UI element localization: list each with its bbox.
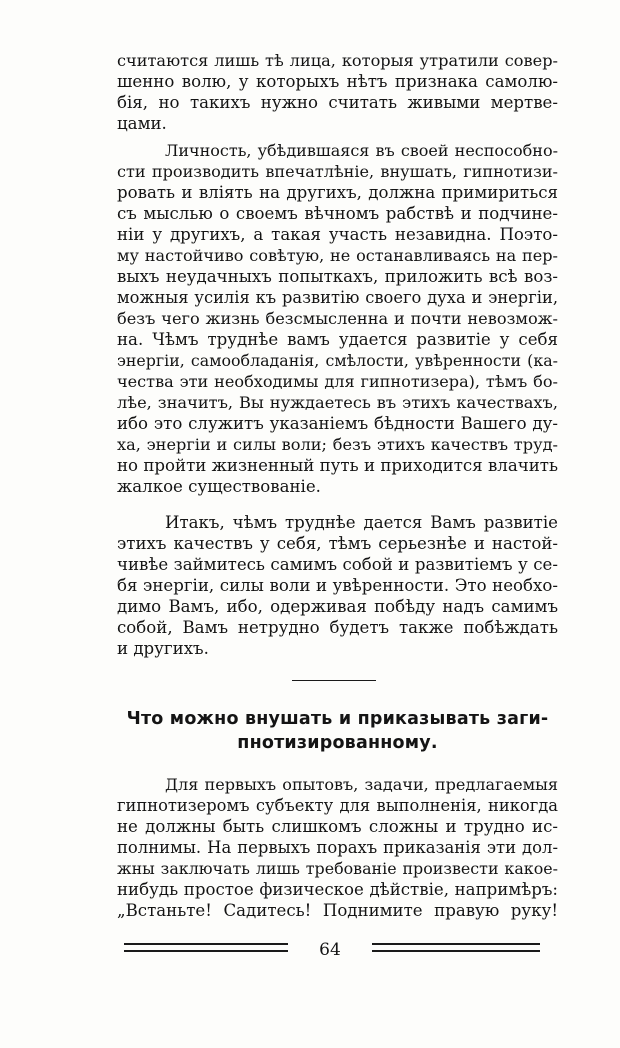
text-line: ха, энергіи и силы воли; безъ этихъ качествъ труд- [117,435,558,454]
text-line: сти производить впечатлѣніе, внушать, гипнотизи- [117,162,558,181]
text-line: гипнотизеромъ субъекту для выполненія, никогда [117,796,558,815]
text-line: на. Чѣмъ труднѣе вамъ удается развитіе у себя [117,330,558,349]
text-line: энергіи, самообладанія, смѣлости, увѣренности (ка- [117,351,558,370]
text-line: бя энергіи, силы воли и увѣренности. Это необхо- [117,576,558,595]
section-heading [117,707,558,755]
text-line: не должны быть слишкомъ сложны и трудно ис- [117,817,558,836]
text-line: ровать и вліять на другихъ, должна примириться [117,183,558,202]
text-line: чивѣе займитесь самимъ собой и развитіемъ у се- [117,555,558,574]
text-line: лѣе, значитъ, Вы нуждаетесь въ этихъ качествахъ, [117,393,558,412]
text-line: безъ чего жизнь безсмысленна и почти невозмож- [117,309,558,328]
text-line: жалкое существованіе. [117,477,321,496]
text-line: но пройти жизненный путь и приходится влачить [117,456,558,475]
text-line: Личность, убѣдившаяся въ своей неспособно- [165,141,558,160]
page-number: 64 [319,940,341,960]
text-line: Для первыхъ опытовъ, задачи, предлагаемыя [165,775,558,794]
text-line: бія, но такихъ нужно считать живыми мертве- [117,93,558,112]
heading-line: пнотизированному. [237,733,438,753]
text-line: жны заключать лишь требованіе произвести какое- [117,859,558,878]
text-line: считаются лишь тѣ лица, которыя утратили совер- [117,51,558,70]
text-line: цами. [117,114,167,133]
text-line: ніи у другихъ, а такая участь незавидна. Поэто- [117,225,558,244]
text-line: Итакъ, чѣмъ труднѣе дается Вамъ развитіе [165,513,558,532]
section-paragraph [117,774,558,921]
text-line: ибо это служитъ указаніемъ бѣдности Вашего ду- [117,414,558,433]
text-line: съ мыслью о своемъ вѣчномъ рабствѣ и подчине- [117,204,558,223]
text-line: и другихъ. [117,639,209,658]
text-line: этихъ качествъ у себя, тѣмъ серьезнѣе и настой- [117,534,558,553]
text-line: собой, Вамъ нетрудно будетъ также побѣждать [117,618,558,637]
text-line: му настойчиво совѣтую, не останавливаясь на пер- [117,246,558,265]
text-line: шенно волю, у которыхъ нѣтъ признака самолю- [117,72,558,91]
section-divider [292,680,376,681]
heading-line: Что можно внушать и приказывать заги- [126,709,549,729]
footer-rule-left [124,943,288,953]
paragraph-2 [117,140,558,497]
text-line: чества эти необходимы для гипнотизера), тѣмъ бо- [117,372,558,391]
paragraph-3 [117,512,558,659]
text-line: полнимы. На первыхъ порахъ приказанія эти дол- [117,838,558,857]
text-line: выхъ неудачныхъ попыткахъ, приложить всѣ воз- [117,267,558,286]
text-line: можныя усилія къ развитію своего духа и энергіи, [117,288,558,307]
paragraph-1 [117,50,558,134]
text-line: димо Вамъ, ибо, одерживая побѣду надъ самимъ [117,597,558,616]
footer-rule-right [372,943,540,953]
text-line: нибудь простое физическое дѣйствіе, напримѣръ: [117,880,558,899]
text-line: „Встаньте! Садитесь! Поднимите правую руку! [117,901,558,920]
